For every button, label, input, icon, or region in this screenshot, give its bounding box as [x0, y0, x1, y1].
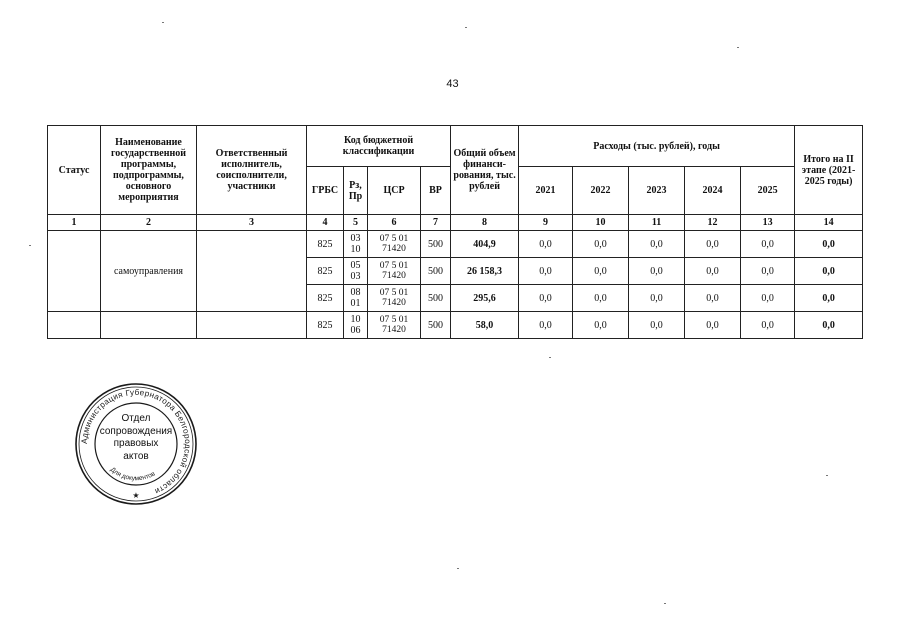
year-2023-cell: 0,0 [629, 312, 685, 339]
column-number: 14 [795, 215, 863, 231]
rz-pr-cell: 05 03 [344, 258, 368, 285]
total-cell: 404,9 [451, 231, 519, 258]
csr-line: 71420 [382, 271, 406, 281]
executor-cell [197, 312, 307, 339]
stamp-line: сопровождения [99, 425, 173, 437]
column-number: 2 [101, 215, 197, 231]
column-number-row [48, 215, 863, 231]
budget-table [47, 125, 863, 339]
year-2023-cell: 0,0 [629, 285, 685, 312]
column-number: 4 [307, 215, 344, 231]
column-number: 6 [368, 215, 421, 231]
header-vr: ВР [421, 167, 451, 215]
stamp-star-icon: ★ [132, 491, 140, 500]
year-2021-cell: 0,0 [519, 231, 573, 258]
year-2025-cell: 0,0 [741, 285, 795, 312]
scan-speck [826, 475, 828, 476]
stage-total-cell: 0,0 [795, 231, 863, 258]
column-number: 9 [519, 215, 573, 231]
header-year-2023: 2023 [629, 167, 685, 215]
program-name-cell [101, 312, 197, 339]
total-cell: 26 158,3 [451, 258, 519, 285]
year-2025-cell: 0,0 [741, 258, 795, 285]
header-year-2025: 2025 [741, 167, 795, 215]
status-cell [48, 312, 101, 339]
csr-cell [368, 312, 421, 339]
scan-speck [457, 568, 459, 569]
header-grbs: ГРБС [307, 167, 344, 215]
stamp-line: актов [123, 450, 149, 462]
stage-total-cell: 0,0 [795, 312, 863, 339]
csr-line: 71420 [382, 244, 406, 254]
csr-line: 07 5 01 [379, 287, 409, 298]
scan-speck [737, 47, 739, 48]
year-2024-cell: 0,0 [685, 312, 741, 339]
page-number: 43 [446, 78, 459, 90]
csr-line: 71420 [382, 325, 406, 335]
year-2021-cell: 0,0 [519, 285, 573, 312]
year-2022-cell: 0,0 [573, 258, 629, 285]
header-stage-total: Итого на II этапе (2021-2025 годы) [795, 126, 863, 215]
vr-cell: 500 [421, 312, 451, 339]
year-2021-cell: 0,0 [519, 312, 573, 339]
csr-line: 07 5 01 [379, 233, 409, 244]
column-number: 7 [421, 215, 451, 231]
status-cell [48, 231, 101, 312]
csr-line: 71420 [382, 298, 406, 308]
header-total-volume: Общий объем финанси-рования, тыс. рублей [451, 126, 519, 215]
stamp-bottom-text: Для документов [108, 466, 157, 483]
total-cell: 58,0 [451, 312, 519, 339]
year-2021-cell: 0,0 [519, 258, 573, 285]
scan-speck [465, 27, 467, 28]
header-name: Наименование государственной программы, подпрограммы, основного мероприятия [101, 126, 197, 215]
year-2023-cell: 0,0 [629, 231, 685, 258]
header-executor: Ответственный исполнитель, соисполнители, участники [197, 126, 307, 215]
csr-cell [368, 258, 421, 285]
year-2024-cell: 0,0 [685, 231, 741, 258]
column-number: 1 [48, 215, 101, 231]
year-2022-cell: 0,0 [573, 285, 629, 312]
table-row [48, 312, 863, 339]
scan-speck [664, 603, 666, 604]
vr-cell: 500 [421, 285, 451, 312]
stamp-ring-text: Администрация Губернатора Белгородской области [79, 387, 193, 497]
year-2023-cell: 0,0 [629, 258, 685, 285]
total-cell: 295,6 [451, 285, 519, 312]
column-number: 10 [573, 215, 629, 231]
year-2025-cell: 0,0 [741, 231, 795, 258]
header-year-2022: 2022 [573, 167, 629, 215]
executor-cell [197, 231, 307, 312]
year-2024-cell: 0,0 [685, 285, 741, 312]
header-status: Статус [48, 126, 101, 215]
scan-speck [29, 245, 31, 246]
csr-cell [368, 231, 421, 258]
grbs-cell: 825 [307, 258, 344, 285]
scan-speck [162, 22, 164, 23]
grbs-cell: 825 [307, 231, 344, 258]
table-row [48, 231, 863, 258]
column-number: 5 [344, 215, 368, 231]
column-number: 11 [629, 215, 685, 231]
stamp-center-text [73, 413, 199, 463]
header-budget-code: Код бюджетной классификации [307, 126, 451, 167]
year-2022-cell: 0,0 [573, 231, 629, 258]
year-2025-cell: 0,0 [741, 312, 795, 339]
stage-total-cell: 0,0 [795, 258, 863, 285]
grbs-cell: 825 [307, 312, 344, 339]
header-year-2024: 2024 [685, 167, 741, 215]
header-rz-pr: Рз, Пр [344, 167, 368, 215]
stamp-line: Отдел [121, 413, 151, 424]
header-year-2021: 2021 [519, 167, 573, 215]
header-csr: ЦСР [368, 167, 421, 215]
stage-total-cell: 0,0 [795, 285, 863, 312]
csr-line: 07 5 01 [379, 314, 409, 325]
year-2022-cell: 0,0 [573, 312, 629, 339]
vr-cell: 500 [421, 258, 451, 285]
grbs-cell: 825 [307, 285, 344, 312]
column-number: 12 [685, 215, 741, 231]
rz-pr-cell: 08 01 [344, 285, 368, 312]
csr-line: 07 5 01 [379, 260, 409, 271]
rz-pr-cell: 03 10 [344, 231, 368, 258]
csr-cell [368, 285, 421, 312]
header-expenses: Расходы (тыс. рублей), годы [519, 126, 795, 167]
scan-speck [549, 357, 551, 358]
vr-cell: 500 [421, 231, 451, 258]
column-number: 3 [197, 215, 307, 231]
year-2024-cell: 0,0 [685, 258, 741, 285]
stamp-line: правовых [113, 438, 159, 449]
column-number: 13 [741, 215, 795, 231]
program-name-cell: самоуправления [101, 231, 197, 312]
column-number: 8 [451, 215, 519, 231]
rz-pr-cell: 10 06 [344, 312, 368, 339]
